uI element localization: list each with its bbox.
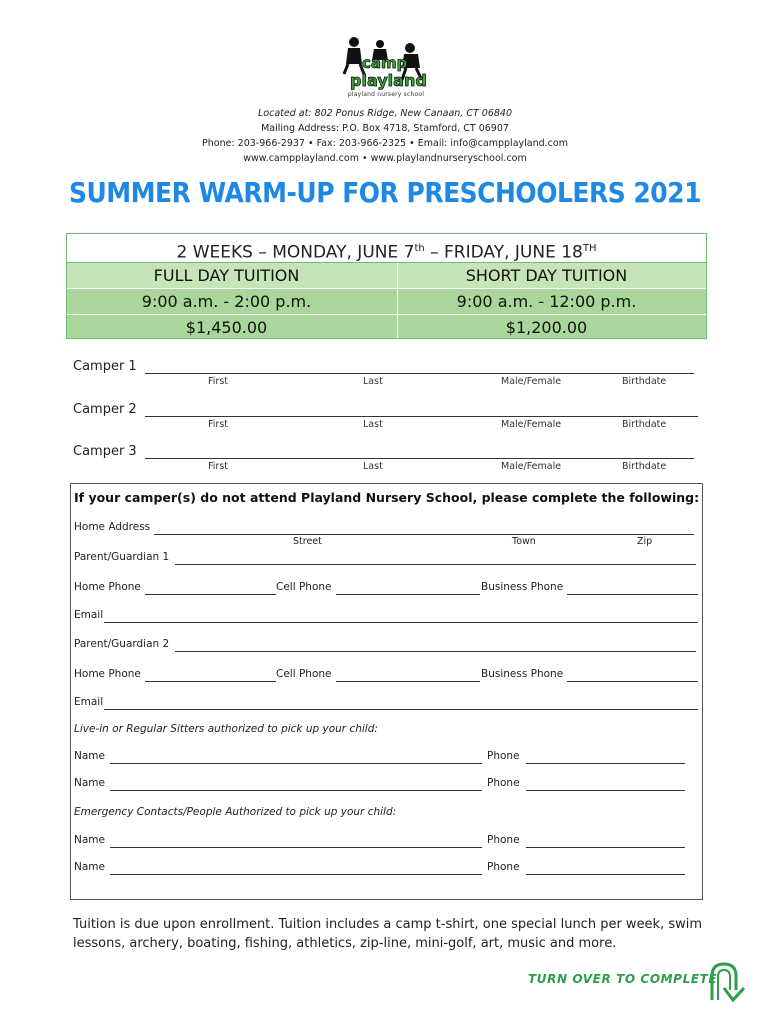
website-line: www.campplayland.com • www.playlandnurseryschool.com [243,153,527,164]
name-label: Name [74,834,105,846]
emergency-heading: Emergency Contacts/People Authorized to pick up your child: [74,806,397,818]
last-label: Last [363,461,383,472]
last-label: Last [363,376,383,387]
business-phone-line-1[interactable] [567,594,698,595]
first-label: First [208,461,228,472]
sitters-heading: Live-in or Regular Sitters authorized to pick up your child: [74,723,378,735]
logo-subtitle: playland nursery school [347,91,425,98]
email-line-1[interactable] [104,622,698,623]
tuition-label-row [67,263,706,289]
town-label: Town [512,536,536,547]
first-label: First [208,419,228,430]
contact-line: Phone: 203-966-2937 • Fax: 203-966-2325 • Email: info@campplayland.com [202,138,568,149]
business-phone-label: Business Phone [481,668,564,680]
camper-1-label: Camper 1 [73,359,137,374]
logo-kids-icon [340,34,432,94]
camp-playland-logo [340,34,432,100]
turn-over-arrow-icon [708,960,750,1004]
home-address-line[interactable] [154,534,694,535]
tuition-table [66,233,707,339]
tuition-note: Tuition is due upon enrollment. Tuition includes a camp t-shirt, one special lunch per week, swim lessons, archery, boating, fishing, athletics, zip-line, mini-golf, art, music and more. [73,917,703,951]
first-label: First [208,376,228,387]
cell-phone-line-1[interactable] [336,594,480,595]
sitter-2-phone-line[interactable] [526,790,685,791]
gender-label: Male/Female [501,461,562,472]
mailing-address: Mailing Address: P.O. Box 4718, Stamford, CT 06907 [261,123,509,134]
last-label: Last [363,419,383,430]
camper-3-field[interactable] [73,444,698,474]
home-address-label: Home Address [74,521,151,533]
home-phone-line-1[interactable] [145,594,276,595]
home-phone-line-2[interactable] [145,681,276,682]
dates-start-suffix: th [414,243,425,254]
sitter-1-phone-line[interactable] [526,763,685,764]
form-heading: If your camper(s) do not attend Playland Nursery School, please complete the following: [74,490,700,505]
phone-label: Phone [487,750,520,762]
gender-label: Male/Female [501,376,562,387]
session-dates [67,234,706,263]
dates-end: – FRIDAY, JUNE 18 [424,242,583,263]
emergency-2-phone-line[interactable] [526,874,685,875]
parent-1-line[interactable] [175,564,696,565]
name-label: Name [74,750,105,762]
camper-2-line[interactable] [145,416,698,417]
name-label: Name [74,777,105,789]
short-day-hours: 9:00 a.m. - 12:00 p.m. [456,292,637,311]
logo-word-playland: playland [350,71,427,90]
camper-1-field[interactable] [73,359,698,389]
emergency-2-name-line[interactable] [110,874,482,875]
home-phone-label: Home Phone [74,581,141,593]
dates-start: 2 WEEKS – MONDAY, JUNE 7 [176,242,415,263]
sitter-2-name-line[interactable] [110,790,482,791]
cell-phone-label: Cell Phone [276,581,332,593]
camper-2-label: Camper 2 [73,402,137,417]
camper-3-line[interactable] [145,458,694,459]
birthdate-label: Birthdate [622,461,667,472]
tuition-hours-row [67,289,706,315]
emergency-1-phone-line[interactable] [526,847,685,848]
name-label: Name [74,861,105,873]
short-day-label: SHORT DAY TUITION [465,266,628,285]
home-phone-label: Home Phone [74,668,141,680]
gender-label: Male/Female [501,419,562,430]
turn-over-text: TURN OVER TO COMPLETE [528,972,718,986]
parent-2-label: Parent/Guardian 2 [74,638,170,650]
email-line-2[interactable] [104,709,698,710]
short-day-price: $1,200.00 [505,318,588,337]
logo-word-camp: camp [362,54,408,72]
full-day-label: FULL DAY TUITION [153,266,300,285]
location-address: Located at: 802 Ponus Ridge, New Canaan, CT 06840 [257,108,513,119]
business-phone-line-2[interactable] [567,681,698,682]
camper-2-field[interactable] [73,402,698,432]
phone-label: Phone [487,834,520,846]
non-playland-form [70,483,703,900]
full-day-price: $1,450.00 [185,318,268,337]
street-label: Street [293,536,322,547]
emergency-1-name-line[interactable] [110,847,482,848]
parent-1-label: Parent/Guardian 1 [74,551,170,563]
business-phone-label: Business Phone [481,581,564,593]
dates-end-suffix: TH [582,243,597,254]
camper-3-label: Camper 3 [73,444,137,459]
cell-phone-label: Cell Phone [276,668,332,680]
table-divider [397,263,398,338]
email-label: Email [74,609,104,621]
parent-2-line[interactable] [175,651,696,652]
cell-phone-line-2[interactable] [336,681,480,682]
birthdate-label: Birthdate [622,419,667,430]
phone-label: Phone [487,861,520,873]
phone-label: Phone [487,777,520,789]
camper-1-line[interactable] [145,373,694,374]
sitter-1-name-line[interactable] [110,763,482,764]
full-day-hours: 9:00 a.m. - 2:00 p.m. [141,292,312,311]
birthdate-label: Birthdate [622,376,667,387]
email-label: Email [74,696,104,708]
page-title: SUMMER WARM-UP FOR PRESCHOOLERS 2021 [69,176,701,209]
zip-label: Zip [637,536,653,547]
tuition-price-row [67,315,706,338]
